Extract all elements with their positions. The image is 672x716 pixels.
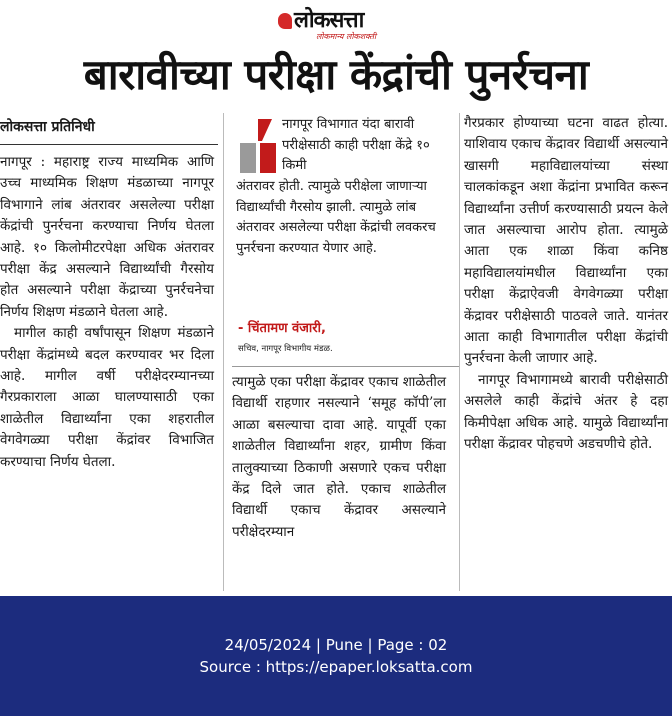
quote-divider (232, 366, 460, 367)
paragraph: नागपूर : महाराष्ट्र राज्य माध्यमिक आणि उच्च माध्यमिक शिक्षण मंडळाच्या नागपूर विभागाने लांब अंतरावर असलेल्या परीक्षा केंद्रांची पुनर्रचना करण्याचा निर्णय घेतला आहे. १० किलोमीटरपेक्षा अधिक अंतरावर परीक्षा केंद्र असल्याने विद्यार्थ्यांची गैरसोय होत असल्याने परीक्षा केंद्राच्या पुनर्रचनेचा निर्णय शिक्षण मंडळाने घेतला आहे. (0, 154, 214, 320)
paragraph: मागील काही वर्षांपासून शिक्षण मंडळाने परीक्षा केंद्रांमध्ये बदल करण्यावर भर दिला आहे. मागील वर्षी परीक्षेदरम्यानच्या गैरप्रकाराला आळा घालण्यासाठी एका शाळेतील विद्यार्थ्यांना एका शहरातील वेगवेगळ्या परीक्षा केंद्रांवर विभाजित करण्याचा निर्णय घेतला. (0, 325, 214, 470)
footer-dateline: 24/05/2024 | Pune | Page : 02 (224, 636, 448, 654)
paragraph: गैरप्रकार होण्याच्या घटना वाढत होत्या. याशिवाय एकाच केंद्रावर विद्यार्थी असल्याने खासगी महाविद्यालयांच्या संस्था चालकांकडून अशा केंद्रांना प्रभावित करून विद्यार्थ्यांना उत्तीर्ण करण्यासाठी प्रयत्न केले जात असल्याचा आरोप होता. त्यामुळे आता एक शाळा किंवा कनिष्ठ महाविद्यालयांमधील विद्यार्थ्यांना एका परीक्षा केंद्राऐवजी वेगवेगळ्या परीक्षा केंद्रावर परीक्षेसाठी पाठवले जाते. यानंतर आता काही विभागातील परीक्षा केंद्रांची पुनर्रचना केली जाणार आहे. (464, 115, 668, 367)
article-column-3 (464, 113, 668, 456)
masthead (0, 0, 672, 44)
byline: लोकसत्ता प्रतिनिधी (0, 119, 95, 135)
logo-text: लोकसत्ता (294, 8, 364, 33)
newspaper-logo (278, 4, 363, 34)
pull-quote (232, 113, 460, 366)
logo-mark-icon (278, 13, 292, 29)
column-divider (223, 113, 224, 591)
footer-source: Source : https://epaper.loksatta.com (199, 658, 473, 676)
article-headline: बारावीच्या परीक्षा केंद्रांची पुनर्रचना (83, 50, 589, 99)
quote-mark-icon (236, 117, 280, 175)
paragraph: नागपूर विभागामध्ये बारावी परीक्षेसाठी असलेले काही केंद्रांचे अंतर हे दहा किमीपेक्षा अधिक आहे. यामुळे विद्यार्थ्यांना परीक्षा केंद्रावर पोहचणे अडचणीचे होते. (464, 371, 668, 453)
logo-tagline: लोकमान्य लोकशक्ती (316, 32, 377, 41)
quote-body: अंतरावर होती. त्यामुळे परीक्षेला जाणाऱ्या विद्यार्थ्यांची गैरसोय झाली. त्यामुळे लांब अंतरावर असलेल्या परीक्षा केंद्रांची लवकरच पुनर्रचना करण्यात येणार आहे. (236, 179, 436, 256)
column-divider (459, 113, 460, 591)
byline-divider (0, 144, 218, 145)
footer-bar (0, 596, 672, 716)
quote-author-role: सचिव, नागपूर विभागीय मंडळ. (238, 344, 333, 354)
article-column-2 (232, 372, 446, 543)
article-column-1 (0, 152, 214, 473)
quote-lead: नागपूर विभागात यंदा बारावी परीक्षेसाठी काही परीक्षा केंद्रे १० किमी (282, 117, 430, 174)
quote-author: - चिंतामण वंजारी, (238, 321, 326, 336)
paragraph: त्यामुळे एका परीक्षा केंद्रावर एकाच शाळेतील विद्यार्थी राहणार नसल्याने ‘समूह कॉपी’ला आळा बसल्याचा दावा आहे. यापूर्वी एका शाळेतील विद्यार्थ्यांना शहर, ग्रामीण किंवा तालुक्याच्या ठिकाणी असणारे एकच परीक्षा केंद्र दिले जात होते. एकाच शाळेतील विद्यार्थी एकाच केंद्रावर असल्याने परीक्षेदरम्यान (232, 374, 446, 540)
